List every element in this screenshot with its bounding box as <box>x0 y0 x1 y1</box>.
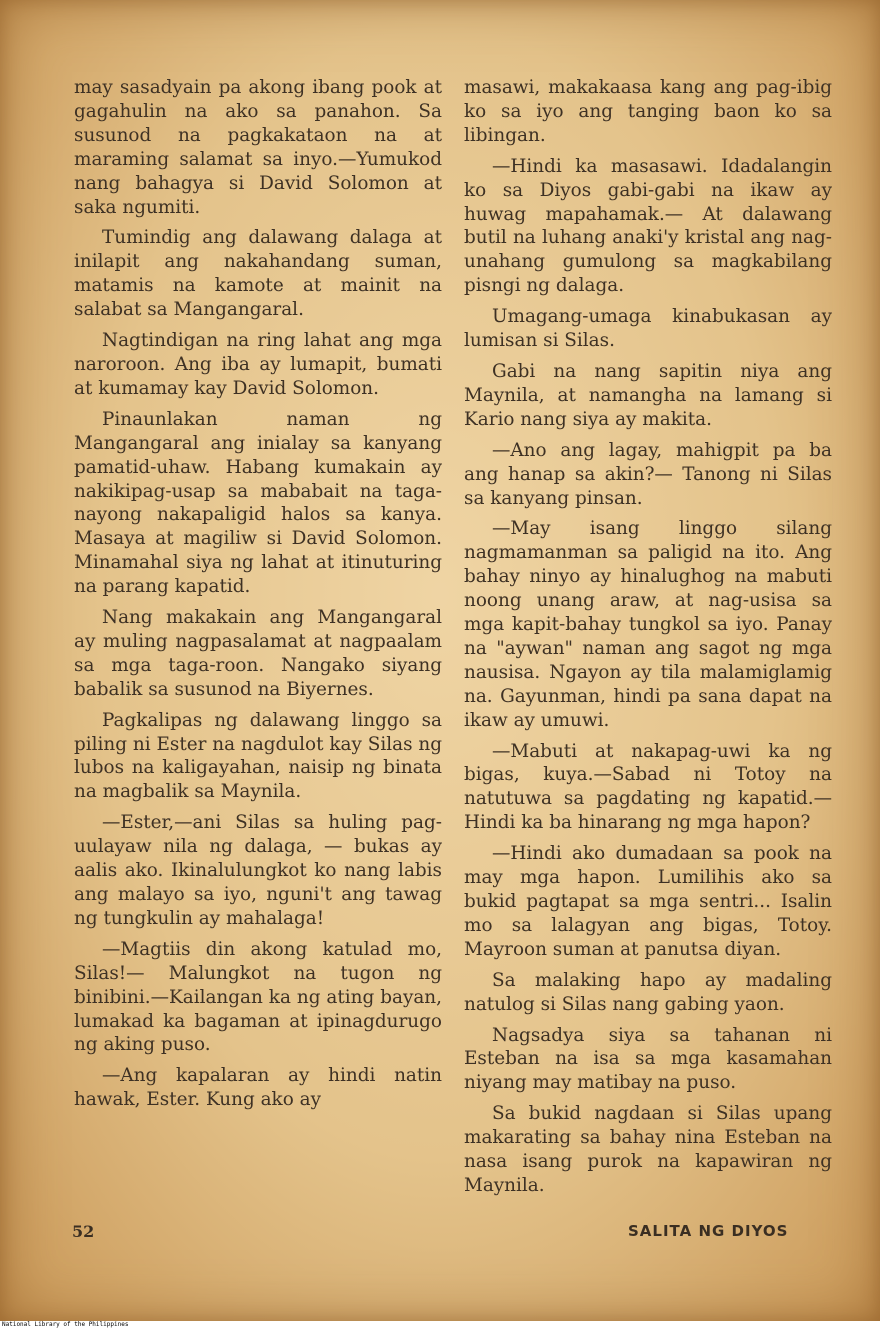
paragraph: Nagsadya siya sa tahanan ni Esteban na isa sa mga kasamahan niyang may matibay na puso. <box>464 1024 832 1094</box>
paragraph: may sasadyain pa akong ibang pook at gagahulin na ako sa panahon. Sa susunod na pagkakataon na at maraming salamat sa inyo.—Yumukod nang bahagya si David Solomon at saka ngumiti. <box>74 77 442 218</box>
running-title: SALITA NG DIYOS <box>628 1222 789 1240</box>
paragraph: Sa malaking hapo ay madaling natulog si Silas nang gabing yaon. <box>464 969 832 1015</box>
paragraph: —Mabuti at nakapag-uwi ka ng bigas, kuya.—Sabad ni Totoy na natutuwa sa pagdating ng kapatid.—Hindi ka ba hinarang ng mga hapon? <box>464 740 832 834</box>
right-column <box>464 76 832 1205</box>
paragraph: —Ano ang lagay, mahigpit pa ba ang hanap sa akin?— Tanong ni Silas sa kanyang pinsan. <box>464 439 832 509</box>
paragraph: —Hindi ako dumadaan sa pook na may mga hapon. Lumilihis ako sa bukid pagtapat sa mga sentri... Isalin mo sa lalagyan ang bigas, Totoy. Mayroon suman at panutsa diyan. <box>464 843 832 960</box>
paragraph: —Ester,—ani Silas sa huling pag-uulayaw nila ng dalaga, — bukas ay aalis ako. Ikinalulungkot ko nang labis ang malayo sa iyo, nguni't ang tawag ng tungkulin ay mahalaga! <box>74 812 442 929</box>
left-column <box>74 76 442 1119</box>
paragraph: Pagkalipas ng dalawang linggo sa piling ni Ester na nagdulot kay Silas ng lubos na kaligayahan, naisip ng binata na magbalik sa Maynila. <box>74 709 442 803</box>
page-number: 52 <box>72 1222 95 1241</box>
paragraph: Nang makakain ang Mangangaral ay muling nagpasalamat at nagpaalam sa mga taga-roon. Nangako siyang babalik sa susunod na Biyernes. <box>74 607 442 700</box>
paragraph: Pinaunlakan naman ng Mangangaral ang inialay sa kanyang pamatid-uhaw. Habang kumakain ay nakikipag-usap sa mababait na taga-nayong nakapaligid halos sa kanya. Masaya at magiliw si David Solomon. Minamahal siya ng lahat at itinuturing na parang kapatid. <box>74 408 442 598</box>
paragraph-continued: masawi, makakaasa kang ang pag-ibig ko sa iyo ang tanging baon ko sa libingan. <box>464 77 832 146</box>
library-credit: National Library of the Philippines <box>0 1321 880 1328</box>
paragraph: Sa bukid nagdaan si Silas upang makarating sa bahay nina Esteban na nasa isang purok na kapawiran ng Maynila. <box>464 1103 832 1196</box>
paragraph: Tumindig ang dalawang dalaga at inilapit ang nakahandang suman, matamis na kamote at mainit na salabat sa Mangangaral. <box>74 227 442 321</box>
paragraph: Umagang-umaga kinabukasan ay lumisan si Silas. <box>464 306 832 352</box>
paragraph: Nagtindigan na ring lahat ang mga naroroon. Ang iba ay lumapit, bumati at kumamay kay David Solomon. <box>74 330 442 399</box>
paragraph: —Magtiis din akong katulad mo, Silas!— Malungkot na tugon ng binibini.—Kailangan ka ng ating bayan, lumakad ka bagaman at ipinagdurugo ng aking puso. <box>74 938 442 1056</box>
paragraph: —May isang linggo silang nagmamanman sa paligid na ito. Ang bahay ninyo ay hinalughog na mabuti noong unang araw, at nag-usisa sa mga kapit-bahay tungkol sa iyo. Panay na "aywan" naman ang sagot ng mga nausisa. Ngayon ay tila malamiglamig na. Gayunman, hindi pa sana dapat na ikaw ay umuwi. <box>464 518 832 731</box>
paragraph: —Hindi ka masasawi. Idadalangin ko sa Diyos gabi-gabi na ikaw ay huwag mapahamak.— At dalawang butil na luhang anaki'y kristal ang nag-unahang gumulong sa magkabilang pisngi ng dalaga. <box>464 155 832 297</box>
paragraph: Gabi na nang sapitin niya ang Maynila, at namangha na lamang si Kario nang siya ay makita. <box>464 360 832 430</box>
paragraph: —Ang kapalaran ay hindi natin hawak, Ester. Kung ako ay <box>74 1065 442 1111</box>
